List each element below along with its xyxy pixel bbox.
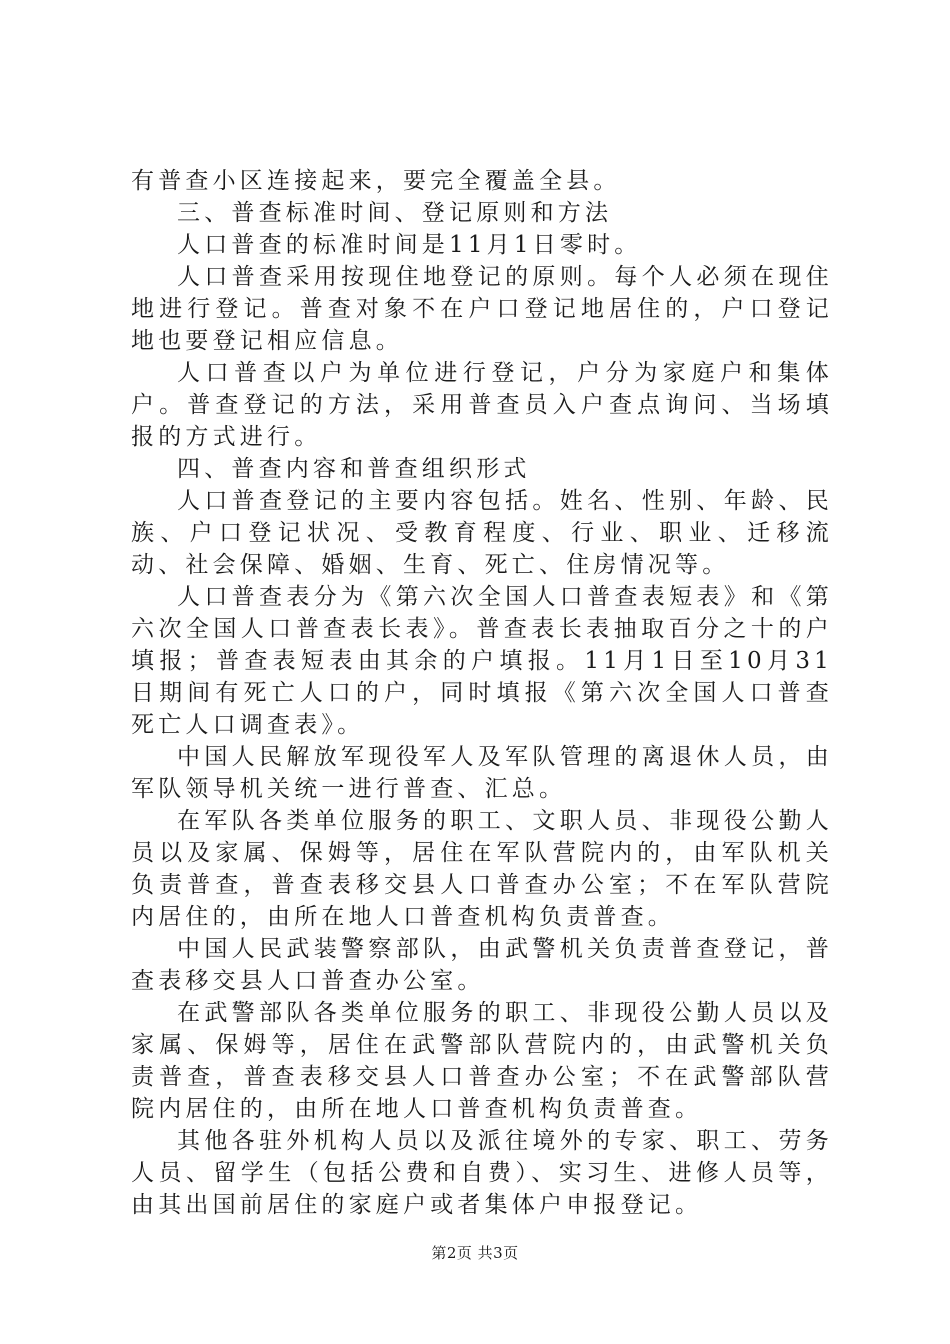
- page-footer: 第2页 共3页: [431, 1244, 519, 1262]
- paragraph: 有普查小区连接起来，要完全覆盖全县。: [131, 168, 621, 194]
- paragraph: 人口普查采用按现住地登记的原则。每个人必须在现住地进行登记。普查对象不在户口登记地居住的，户口登记地也要登记相应信息。: [131, 264, 833, 354]
- paragraph: 其他各驻外机构人员以及派往境外的专家、职工、劳务人员、留学生（包括公费和自费）、实习生、进修人员等，由其出国前居住的家庭户或者集体户申报登记。: [131, 1128, 833, 1218]
- paragraph: 人口普查的标准时间是11月1日零时。: [177, 232, 642, 258]
- paragraph: 在军队各类单位服务的职工、文职人员、非现役公勤人员以及家属、保姆等，居住在军队营院内的，由军队机关负责普查，普查表移交县人口普查办公室；不在军队营院内居住的，由所在地人口普查机构负责普查。: [131, 808, 833, 930]
- paragraph: 中国人民武装警察部队，由武警机关负责普查登记，普查表移交县人口普查办公室。: [131, 936, 833, 994]
- paragraph: 人口普查以户为单位进行登记，户分为家庭户和集体户。普查登记的方法，采用普查员入户查点询问、当场填报的方式进行。: [131, 360, 833, 450]
- paragraph: 在武警部队各类单位服务的职工、非现役公勤人员以及家属、保姆等，居住在武警部队营院内的，由武警机关负责普查，普查表移交县人口普查办公室；不在武警部队营院内居住的，由所在地人口普查机构负责普查。: [131, 1000, 833, 1122]
- paragraph: 人口普查登记的主要内容包括。姓名、性别、年龄、民族、户口登记状况、受教育程度、行业、职业、迁移流动、社会保障、婚姻、生育、死亡、住房情况等。: [131, 488, 833, 578]
- paragraph: 中国人民解放军现役军人及军队管理的离退休人员，由军队领导机关统一进行普查、汇总。: [131, 744, 833, 802]
- document-body: [131, 165, 833, 1221]
- section-heading: 四、普查内容和普查组织形式: [177, 456, 531, 482]
- paragraph: 人口普查表分为《第六次全国人口普查表短表》和《第六次全国人口普查表长表》。普查表长表抽取百分之十的户填报；普查表短表由其余的户填报。11月1日至10月31日期间有死亡人口的户，同时填报《第六次全国人口普查死亡人口调查表》。: [131, 584, 833, 738]
- section-heading: 三、普查标准时间、登记原则和方法: [177, 200, 613, 226]
